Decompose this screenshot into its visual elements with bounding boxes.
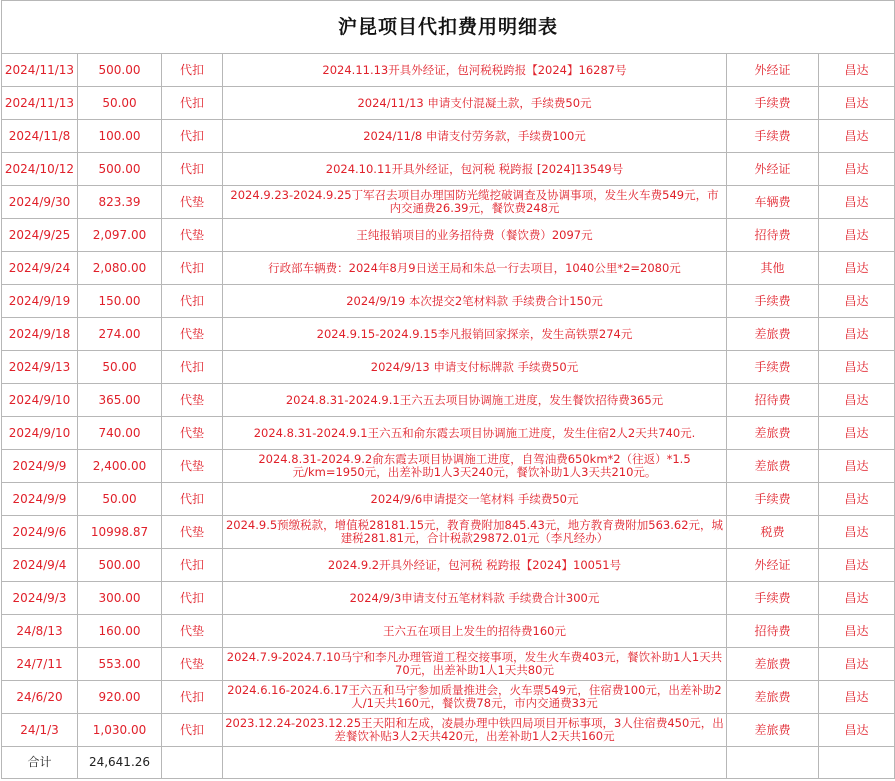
date-cell: 2024/10/12 xyxy=(2,153,78,186)
description-cell: 王六五在项目上发生的招待费160元 xyxy=(223,615,727,648)
description-cell: 2024/11/8 申请支付劳务款，手续费100元 xyxy=(223,120,727,153)
type-cell: 代扣 xyxy=(162,285,223,318)
amount-cell: 50.00 xyxy=(78,483,162,516)
expense-table xyxy=(1,0,895,779)
category-cell: 差旅费 xyxy=(727,417,819,450)
company-cell: 昌达 xyxy=(819,54,895,87)
date-cell: 2024/9/19 xyxy=(2,285,78,318)
date-cell: 2024/9/10 xyxy=(2,384,78,417)
table-title: 沪昆项目代扣费用明细表 xyxy=(2,1,895,54)
category-cell: 手续费 xyxy=(727,351,819,384)
description-cell: 2024/11/13 申请支付混凝土款，手续费50元 xyxy=(223,87,727,120)
amount-cell: 740.00 xyxy=(78,417,162,450)
company-cell: 昌达 xyxy=(819,87,895,120)
total-row xyxy=(2,747,895,779)
type-cell: 代扣 xyxy=(162,351,223,384)
table-row xyxy=(2,351,895,384)
category-cell: 手续费 xyxy=(727,285,819,318)
empty-cell xyxy=(819,747,895,779)
description-cell: 2024.9.23-2024.9.25丁军召去项目办理国防光缆挖破调查及协调事项，发生火车费549元，市内交通费26.39元，餐饮费248元 xyxy=(223,186,727,219)
amount-cell: 2,400.00 xyxy=(78,450,162,483)
company-cell: 昌达 xyxy=(819,615,895,648)
title-row xyxy=(2,1,895,54)
company-cell: 昌达 xyxy=(819,318,895,351)
amount-cell: 500.00 xyxy=(78,153,162,186)
category-cell: 其他 xyxy=(727,252,819,285)
date-cell: 2024/9/9 xyxy=(2,483,78,516)
description-cell: 2024/9/6申请提交一笔材料 手续费50元 xyxy=(223,483,727,516)
company-cell: 昌达 xyxy=(819,285,895,318)
amount-cell: 365.00 xyxy=(78,384,162,417)
company-cell: 昌达 xyxy=(819,153,895,186)
description-cell: 2024/9/13 申请支付标牌款 手续费50元 xyxy=(223,351,727,384)
company-cell: 昌达 xyxy=(819,384,895,417)
empty-cell xyxy=(162,747,223,779)
company-cell: 昌达 xyxy=(819,417,895,450)
table-row xyxy=(2,153,895,186)
company-cell: 昌达 xyxy=(819,582,895,615)
amount-cell: 10998.87 xyxy=(78,516,162,549)
amount-cell: 2,097.00 xyxy=(78,219,162,252)
type-cell: 代垫 xyxy=(162,219,223,252)
category-cell: 差旅费 xyxy=(727,318,819,351)
description-cell: 2024.11.13开具外经证，包河税税跨报【2024】16287号 xyxy=(223,54,727,87)
table-row xyxy=(2,252,895,285)
description-cell: 2024.8.31-2024.9.1王六五和俞东霞去项目协调施工进度，发生住宿2人2天共740元. xyxy=(223,417,727,450)
category-cell: 手续费 xyxy=(727,582,819,615)
company-cell: 昌达 xyxy=(819,714,895,747)
amount-cell: 160.00 xyxy=(78,615,162,648)
description-cell: 2024/9/3申请支付五笔材料款 手续费合计300元 xyxy=(223,582,727,615)
type-cell: 代垫 xyxy=(162,615,223,648)
description-cell: 王纯报销项目的业务招待费（餐饮费）2097元 xyxy=(223,219,727,252)
table-row xyxy=(2,285,895,318)
date-cell: 2024/11/13 xyxy=(2,87,78,120)
company-cell: 昌达 xyxy=(819,681,895,714)
table-row xyxy=(2,417,895,450)
amount-cell: 50.00 xyxy=(78,87,162,120)
type-cell: 代扣 xyxy=(162,681,223,714)
table-row xyxy=(2,483,895,516)
type-cell: 代垫 xyxy=(162,516,223,549)
amount-cell: 274.00 xyxy=(78,318,162,351)
description-cell: 2024.9.2开具外经证，包河税 税跨报【2024】10051号 xyxy=(223,549,727,582)
category-cell: 差旅费 xyxy=(727,450,819,483)
category-cell: 税费 xyxy=(727,516,819,549)
date-cell: 24/6/20 xyxy=(2,681,78,714)
type-cell: 代扣 xyxy=(162,549,223,582)
description-cell: 2024.10.11开具外经证，包河税 税跨报 [2024]13549号 xyxy=(223,153,727,186)
table-row xyxy=(2,186,895,219)
amount-cell: 300.00 xyxy=(78,582,162,615)
table-row xyxy=(2,681,895,714)
amount-cell: 553.00 xyxy=(78,648,162,681)
table-row xyxy=(2,714,895,747)
empty-cell xyxy=(223,747,727,779)
company-cell: 昌达 xyxy=(819,516,895,549)
category-cell: 外经证 xyxy=(727,54,819,87)
type-cell: 代垫 xyxy=(162,318,223,351)
category-cell: 手续费 xyxy=(727,483,819,516)
amount-cell: 150.00 xyxy=(78,285,162,318)
table-row xyxy=(2,516,895,549)
type-cell: 代扣 xyxy=(162,54,223,87)
date-cell: 2024/9/18 xyxy=(2,318,78,351)
table-row xyxy=(2,120,895,153)
table-row xyxy=(2,384,895,417)
table-row xyxy=(2,87,895,120)
date-cell: 2024/9/4 xyxy=(2,549,78,582)
date-cell: 24/7/11 xyxy=(2,648,78,681)
description-cell: 行政部车辆费：2024年8月9日送王局和朱总一行去项目，1040公里*2=2080元 xyxy=(223,252,727,285)
type-cell: 代扣 xyxy=(162,153,223,186)
table-row xyxy=(2,450,895,483)
amount-cell: 100.00 xyxy=(78,120,162,153)
table-row xyxy=(2,54,895,87)
type-cell: 代扣 xyxy=(162,582,223,615)
description-cell: 2024.8.31-2024.9.1王六五去项目协调施工进度，发生餐饮招待费365元 xyxy=(223,384,727,417)
date-cell: 2024/9/25 xyxy=(2,219,78,252)
table-row xyxy=(2,648,895,681)
company-cell: 昌达 xyxy=(819,120,895,153)
date-cell: 24/1/3 xyxy=(2,714,78,747)
description-cell: 2024/9/19 本次提交2笔材料款 手续费合计150元 xyxy=(223,285,727,318)
type-cell: 代扣 xyxy=(162,87,223,120)
total-label-cell: 合计 xyxy=(2,747,78,779)
amount-cell: 500.00 xyxy=(78,549,162,582)
category-cell: 招待费 xyxy=(727,615,819,648)
company-cell: 昌达 xyxy=(819,648,895,681)
date-cell: 24/8/13 xyxy=(2,615,78,648)
table-row xyxy=(2,615,895,648)
amount-cell: 823.39 xyxy=(78,186,162,219)
date-cell: 2024/9/6 xyxy=(2,516,78,549)
empty-cell xyxy=(727,747,819,779)
company-cell: 昌达 xyxy=(819,351,895,384)
date-cell: 2024/11/8 xyxy=(2,120,78,153)
description-cell: 2024.8.31-2024.9.2俞东霞去项目协调施工进度，自驾油费650km*2（往返）*1.5元/km=1950元，出差补助1人3天240元，餐饮补助1人3天共210元。 xyxy=(223,450,727,483)
description-cell: 2024.9.5预缴税款，增值税28181.15元，教育费附加845.43元，地方教育费附加563.62元，城建税281.81元，合计税款29872.01元（李凡经办） xyxy=(223,516,727,549)
category-cell: 招待费 xyxy=(727,384,819,417)
type-cell: 代扣 xyxy=(162,483,223,516)
date-cell: 2024/9/30 xyxy=(2,186,78,219)
company-cell: 昌达 xyxy=(819,219,895,252)
type-cell: 代扣 xyxy=(162,252,223,285)
table-row xyxy=(2,318,895,351)
type-cell: 代垫 xyxy=(162,186,223,219)
amount-cell: 920.00 xyxy=(78,681,162,714)
company-cell: 昌达 xyxy=(819,549,895,582)
category-cell: 手续费 xyxy=(727,120,819,153)
category-cell: 手续费 xyxy=(727,87,819,120)
company-cell: 昌达 xyxy=(819,252,895,285)
description-cell: 2023.12.24-2023.12.25王天阳和左成，凌晨办理中铁四局项目开标事项，3人住宿费450元，出差餐饮补贴3人2天共420元，出差补助1人2天共160元 xyxy=(223,714,727,747)
category-cell: 车辆费 xyxy=(727,186,819,219)
company-cell: 昌达 xyxy=(819,450,895,483)
category-cell: 外经证 xyxy=(727,153,819,186)
description-cell: 2024.6.16-2024.6.17王六五和马宁参加质量推进会，火车票549元，住宿费100元，出差补助2人/1天共160元，餐饮费78元，市内交通费33元 xyxy=(223,681,727,714)
category-cell: 差旅费 xyxy=(727,648,819,681)
table-row xyxy=(2,549,895,582)
date-cell: 2024/9/3 xyxy=(2,582,78,615)
company-cell: 昌达 xyxy=(819,186,895,219)
description-cell: 2024.9.15-2024.9.15李凡报销回家探亲，发生高铁票274元 xyxy=(223,318,727,351)
type-cell: 代垫 xyxy=(162,384,223,417)
type-cell: 代扣 xyxy=(162,120,223,153)
description-cell: 2024.7.9-2024.7.10马宁和李凡办理管道工程交接事项，发生火车费403元，餐饮补助1人1天共70元，出差补助1人1天共80元 xyxy=(223,648,727,681)
category-cell: 差旅费 xyxy=(727,714,819,747)
amount-cell: 500.00 xyxy=(78,54,162,87)
table-row xyxy=(2,219,895,252)
date-cell: 2024/9/24 xyxy=(2,252,78,285)
amount-cell: 1,030.00 xyxy=(78,714,162,747)
date-cell: 2024/9/13 xyxy=(2,351,78,384)
category-cell: 差旅费 xyxy=(727,681,819,714)
date-cell: 2024/9/10 xyxy=(2,417,78,450)
date-cell: 2024/9/9 xyxy=(2,450,78,483)
table-row xyxy=(2,582,895,615)
company-cell: 昌达 xyxy=(819,483,895,516)
amount-cell: 2,080.00 xyxy=(78,252,162,285)
type-cell: 代垫 xyxy=(162,417,223,450)
amount-cell: 50.00 xyxy=(78,351,162,384)
total-amount-cell: 24,641.26 xyxy=(78,747,162,779)
category-cell: 外经证 xyxy=(727,549,819,582)
type-cell: 代垫 xyxy=(162,648,223,681)
type-cell: 代垫 xyxy=(162,450,223,483)
category-cell: 招待费 xyxy=(727,219,819,252)
date-cell: 2024/11/13 xyxy=(2,54,78,87)
type-cell: 代扣 xyxy=(162,714,223,747)
